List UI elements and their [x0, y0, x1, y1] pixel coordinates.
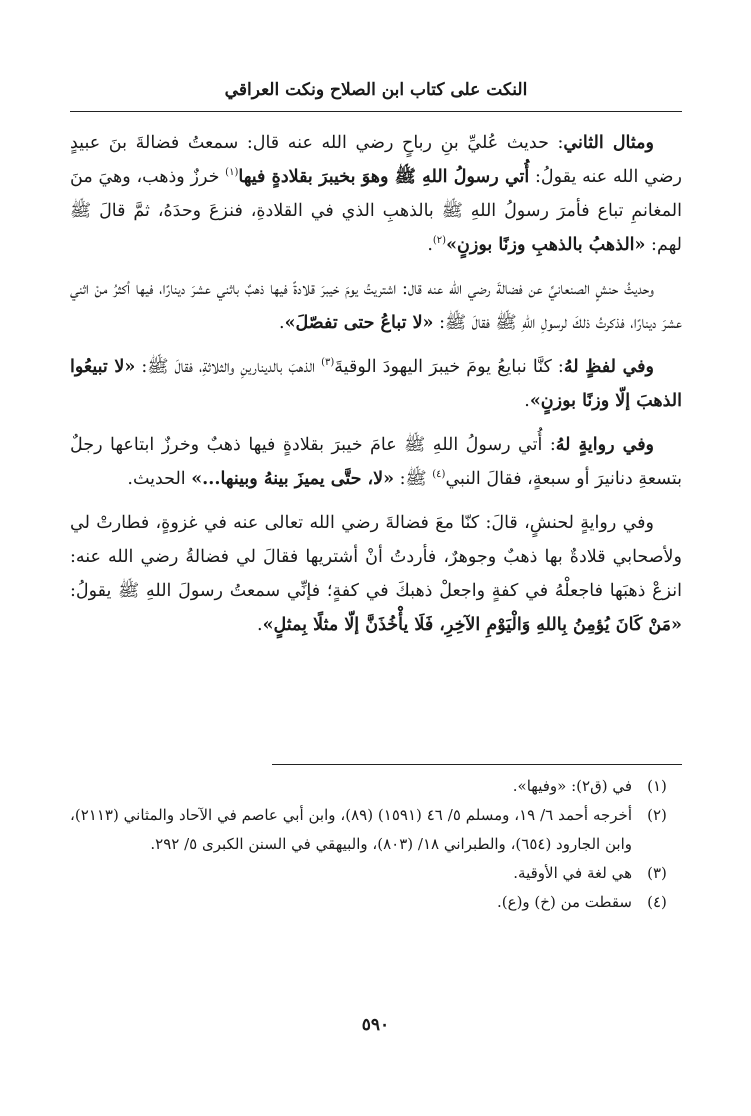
paragraph-3 — [70, 350, 682, 418]
paragraph-text: . — [427, 235, 433, 255]
header-divider — [70, 111, 682, 112]
paragraph-lead: ومثال الثاني — [563, 133, 654, 153]
hadith-quote: «لا، حتَّى يميزَ بينهُ وبينها...» — [191, 469, 395, 489]
paragraph-2 — [70, 272, 682, 340]
footnote-ref: (٣) — [321, 357, 335, 369]
paragraph-text: ﷺ: — [394, 469, 433, 489]
footnote-item — [70, 888, 682, 917]
footnote-item — [70, 859, 682, 888]
footnote-ref: (٢) — [432, 235, 447, 247]
paragraph-text: وحديثُ حنشٍ الصنعانيِّ عن فضالةَ رضي الله عنه قال: اشتريتُ يومَ خيبرَ قلادةً فيها ذهبٌ باثني عشرَ دينارًا، فيها أكثرُ منْ اثني عشرَ دينارًا، فذكرتُ ذلكَ لرسولِ اللهِ ﷺ فقالَ ﷺ: — [70, 279, 682, 333]
paragraph-text: وفي روايةٍ لحنشٍ، قالَ: كنّا معَ فضالةَ رضي الله تعالى عنه في غزوةٍ، فطارتْ لي ولأصحابي قلادةٌ بها ذهبٌ وجوهرٌ، فأردتُ أنْ أشتريها فقالَ لي فضالةُ رضي الله عنه: انزعْ ذهبَها فاجعلْهُ في كفةٍ واجعلْ ذهبكَ في كفةٍ؛ فإنِّي سمعتُ رسولَ اللهِ ﷺ يقولُ: — [70, 513, 682, 601]
page-number: ٥٩٠ — [361, 1015, 390, 1035]
paragraph-text: : حديث عُليِّ بنِ رباحٍ رضي الله عنه قال: سمعتُ فضالةَ بنَ عبيدٍ رضي الله عنه يقولُ: — [70, 133, 682, 187]
paragraph-text: . — [524, 391, 530, 411]
paragraph-4 — [70, 428, 682, 496]
paragraph-text: . — [279, 313, 285, 333]
paragraph-text: : أُتي رسولُ اللهِ ﷺ عامَ خيبرَ بقلادةٍ فيها ذهبٌ وخرزٌ ابتاعها رجلٌ بتسعةِ دنانيرَ أو سبعةٍ، فقالَ النبي — [70, 435, 682, 489]
footnote-ref: (١) — [225, 167, 239, 179]
paragraph-5 — [70, 506, 682, 642]
paragraph-lead: وفي روايةٍ لهُ — [555, 435, 655, 455]
footnote-number: (٢) — [647, 806, 667, 824]
footnote-item — [70, 801, 682, 859]
footnote-ref: (٤) — [432, 469, 446, 481]
footnote-text: في (ق٢): «وفيها». — [512, 777, 632, 795]
hadith-quote: «لا تباعُ حتى تفصّلَ» — [284, 313, 434, 333]
footnote-item — [70, 772, 682, 801]
hadith-quote: «الذهبُ بالذهبِ وزنًا بوزنٍ» — [446, 235, 646, 255]
paragraph-text: : كنَّا نبايعُ يومَ خيبرَ اليهودَ الوقيةَ — [334, 357, 564, 377]
footnote-divider — [272, 764, 682, 765]
footnote-number: (٣) — [647, 864, 667, 882]
footnote-number: (١) — [647, 777, 667, 795]
paragraph-text: الحديث. — [127, 469, 192, 489]
footnotes — [70, 772, 682, 917]
hadith-quote: «مَنْ كَانَ يُؤمِنُ بِاللهِ وَالْيَوْمِ الآخِرِ، فَلَا يأْخُذَنَّ إلّا مثلًا بِمثلٍ» — [262, 615, 682, 635]
paragraph-1 — [70, 126, 682, 262]
footnote-number: (٤) — [647, 893, 667, 911]
hadith-quote: أُتي رسولُ اللهِ ﷺ وهوَ بخيبرَ بقلادةٍ فيها — [238, 167, 530, 187]
hadith-quote: «لا تبيعُوا الذهبَ إلّا وزنًا بوزنٍ» — [70, 357, 682, 411]
main-text — [70, 126, 682, 652]
running-header: النكت على كتاب ابن الصلاح ونكت العراقي — [224, 80, 528, 100]
paragraph-text: خرزٌ وذهب، وهيَ منَ المغانمِ تباع فأمرَ رسولُ اللهِ ﷺ بالذهبِ الذي في القلادةِ، فنزعَ وحدَهُ، ثمَّ قالَ ﷺ لهم: — [70, 167, 682, 255]
paragraph-text: . — [257, 615, 263, 635]
footnote-text: سقطت من (خ) و(ع). — [497, 893, 632, 911]
paragraph-text: الذهبَ بالدينارينِ والثلاثةِ، فقالَ ﷺ: — [135, 357, 322, 377]
footnote-text: هي لغة في الأوقية. — [513, 864, 632, 882]
paragraph-lead: وفي لفظٍ لهُ — [563, 357, 654, 377]
footnote-text: أخرجه أحمد ٦/ ١٩، ومسلم ٥/ ٤٦ (١٥٩١) (٨٩)، وابن أبي عاصم في الآحاد والمثاني (٢١١٣)، وابن الجارود (٦٥٤)، والطبراني ١٨/ (٨٠٣)، والبيهقي في السنن الكبرى ٥/ ٢٩٢. — [70, 806, 632, 853]
